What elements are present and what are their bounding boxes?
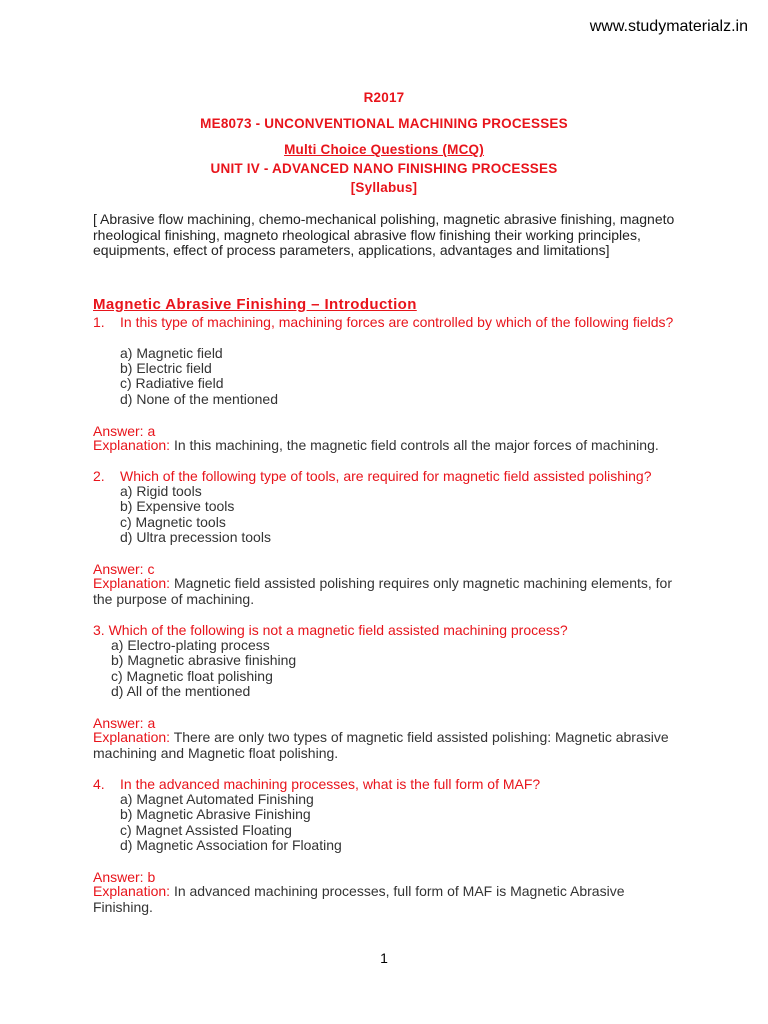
question-number: 4. [93, 776, 105, 792]
option-d: d) Magnetic Association for Floating [120, 837, 342, 853]
answer: Answer: a [93, 423, 156, 439]
option-a: a) Rigid tools [120, 483, 202, 499]
answer: Answer: a [93, 715, 156, 731]
option-d: d) None of the mentioned [120, 391, 278, 407]
option-b: b) Electric field [120, 360, 212, 376]
option-b: b) Magnetic Abrasive Finishing [120, 806, 311, 822]
explanation [93, 576, 673, 607]
explanation [93, 438, 673, 454]
question-text: In the advanced machining processes, what is the full form of MAF? [120, 776, 541, 792]
option-b: b) Expensive tools [120, 498, 235, 514]
question-text: Which of the following is not a magnetic field assisted machining process? [108, 622, 568, 638]
explanation-label: Explanation: [93, 729, 171, 745]
syllabus-text: [ Abrasive flow machining, chemo-mechanical polishing, magnetic abrasive finishing, magneto rheological finishing, magneto rheological abrasive flow finishing their working principles, equipments, effect of process parameters, applications, advantages and limitations] [93, 211, 675, 258]
option-b: b) Magnetic abrasive finishing [111, 652, 297, 668]
explanation-text: There are only two types of magnetic field assisted polishing: Magnetic abrasive machining and Magnetic float polishing. [93, 729, 669, 761]
explanation-text: In advanced machining processes, full form of MAF is Magnetic Abrasive Finishing. [93, 883, 625, 915]
question-number: 2. [93, 468, 105, 484]
unit-title: UNIT IV - ADVANCED NANO FINISHING PROCESSES [210, 161, 558, 176]
explanation-label: Explanation: [93, 437, 171, 453]
answer: Answer: c [93, 561, 155, 577]
option-c: c) Magnet Assisted Floating [120, 822, 292, 838]
explanation [93, 730, 673, 761]
explanation [93, 884, 673, 915]
option-d: d) Ultra precession tools [120, 529, 271, 545]
option-c: c) Radiative field [120, 375, 224, 391]
explanation-label: Explanation: [93, 575, 171, 591]
option-a: a) Magnetic field [120, 345, 223, 361]
explanation-text: In this machining, the magnetic field controls all the major forces of machining. [170, 437, 659, 453]
option-a: a) Magnet Automated Finishing [120, 791, 314, 807]
explanation-label: Explanation: [93, 883, 171, 899]
question-2 [0, 469, 768, 485]
course-title: ME8073 - UNCONVENTIONAL MACHINING PROCESSES [200, 116, 568, 131]
explanation-text: Magnetic field assisted polishing requires only magnetic machining elements, for the purpose of machining. [93, 575, 672, 607]
regulation-title: R2017 [363, 90, 405, 105]
question-1 [0, 315, 768, 347]
page-number: 1 [380, 950, 388, 966]
question-text: In this type of machining, machining forces are controlled by which of the following fields? [120, 314, 674, 330]
question-number: 1. [93, 314, 105, 330]
option-c: c) Magnetic tools [120, 514, 226, 530]
question-4 [0, 777, 768, 793]
question-number: 3. [93, 622, 105, 638]
option-a: a) Electro-plating process [111, 637, 270, 653]
option-d: d) All of the mentioned [111, 683, 251, 699]
section-title: Magnetic Abrasive Finishing – Introduction [93, 296, 417, 313]
answer: Answer: b [93, 869, 156, 885]
mcq-subtitle: Multi Choice Questions (MCQ) [284, 142, 484, 157]
syllabus-label: [Syllabus] [350, 180, 418, 195]
question-text: Which of the following type of tools, are required for magnetic field assisted polishing? [120, 468, 652, 484]
site-url: www.studymaterialz.in [589, 18, 748, 35]
option-c: c) Magnetic float polishing [111, 668, 273, 684]
